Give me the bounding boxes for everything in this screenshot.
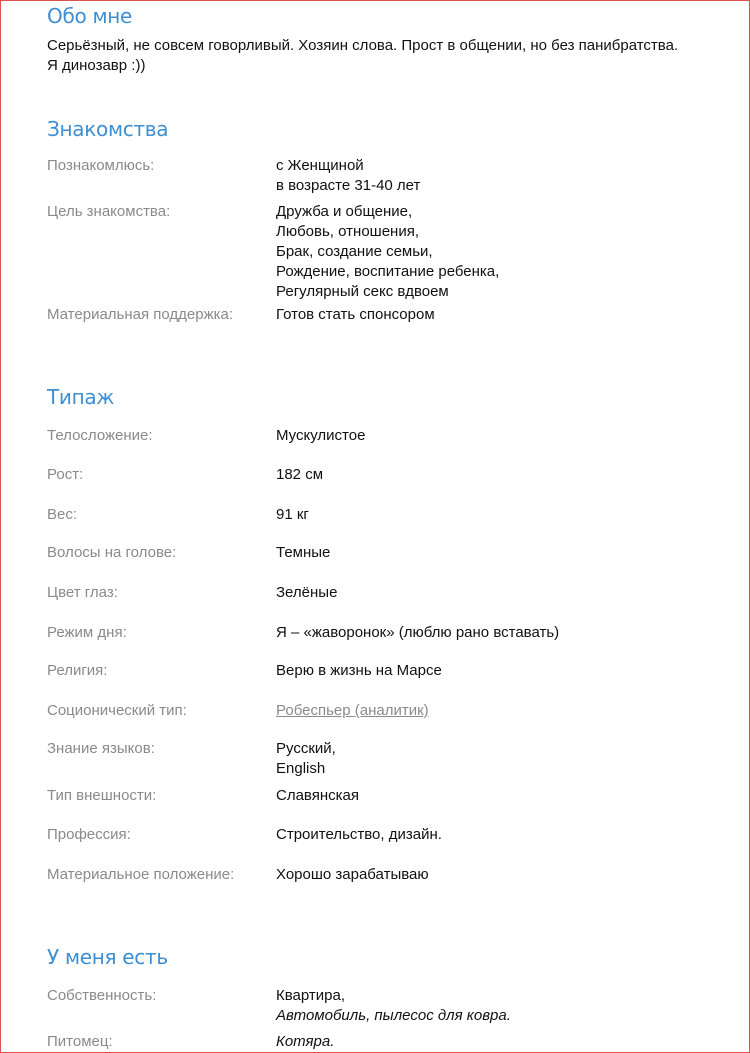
value-line: Готов стать спонсором (276, 306, 435, 323)
row-value: Темные (276, 544, 331, 561)
value-line: с Женщиной (276, 157, 364, 174)
row-label: Тип внешности: (47, 787, 157, 804)
have-heading: У меня есть (47, 945, 168, 969)
row-label: Цель знакомства: (47, 203, 171, 220)
about-text (47, 36, 737, 76)
row-value: Верю в жизнь на Марсе (276, 662, 442, 679)
about-text-line: Я динозавр :)) (47, 57, 146, 74)
type-heading: Типаж (47, 385, 115, 409)
about-text-line: Серьёзный, не совсем говорливый. Хозяин слова. Прост в общении, но без панибратства. (47, 37, 679, 54)
value-line: Дружба и общение, (276, 203, 413, 220)
value-line: Квартира, (276, 987, 345, 1004)
row-value: 182 см (276, 466, 324, 483)
value-line: Брак, создание семьи, (276, 243, 433, 260)
row-label: Познакомлюсь: (47, 157, 155, 174)
row-label: Знание языков: (47, 740, 155, 757)
row-label: Рост: (47, 466, 84, 483)
value-line: Котяра. (276, 1033, 335, 1050)
dating-heading: Знакомства (47, 117, 169, 141)
row-label: Профессия: (47, 826, 131, 843)
row-label: Режим дня: (47, 624, 127, 641)
value-line: English (276, 760, 326, 777)
row-label: Телосложение: (47, 427, 153, 444)
row-label: Волосы на голове: (47, 544, 177, 561)
value-line: Автомобиль, пылесос для ковра. (276, 1007, 511, 1024)
row-value: Зелёные (276, 584, 338, 601)
row-value (276, 202, 499, 302)
row-value (276, 1032, 334, 1052)
row-label: Цвет глаз: (47, 584, 118, 601)
row-value: Строительство, дизайн. (276, 826, 442, 843)
row-value: Хорошо зарабатываю (276, 866, 429, 883)
row-value: 91 кг (276, 506, 309, 523)
row-label: Собственность: (47, 987, 157, 1004)
row-label: Питомец: (47, 1033, 113, 1050)
row-value: Я – «жаворонок» (люблю рано вставать) (276, 624, 560, 641)
value-line: Любовь, отношения, (276, 223, 419, 240)
value-line: в возрасте 31-40 лет (276, 177, 421, 194)
row-label: Материальное положение: (47, 866, 235, 883)
row-value (276, 739, 336, 779)
row-label: Соционический тип: (47, 702, 187, 719)
value-line: Регулярный секс вдвоем (276, 283, 449, 300)
row-value (276, 701, 429, 721)
socionic-type-link[interactable]: Робеспьер (аналитик) (276, 702, 429, 719)
value-line: Рождение, воспитание ребенка, (276, 263, 500, 280)
row-label: Религия: (47, 662, 108, 679)
row-label: Материальная поддержка: (47, 306, 234, 323)
row-value (276, 156, 420, 196)
row-value: Славянская (276, 787, 359, 804)
row-value (276, 986, 511, 1026)
row-value (276, 305, 435, 325)
about-heading: Обо мне (47, 4, 133, 28)
value-line: Русский, (276, 740, 336, 757)
row-label: Вес: (47, 506, 78, 523)
row-value: Мускулистое (276, 427, 366, 444)
